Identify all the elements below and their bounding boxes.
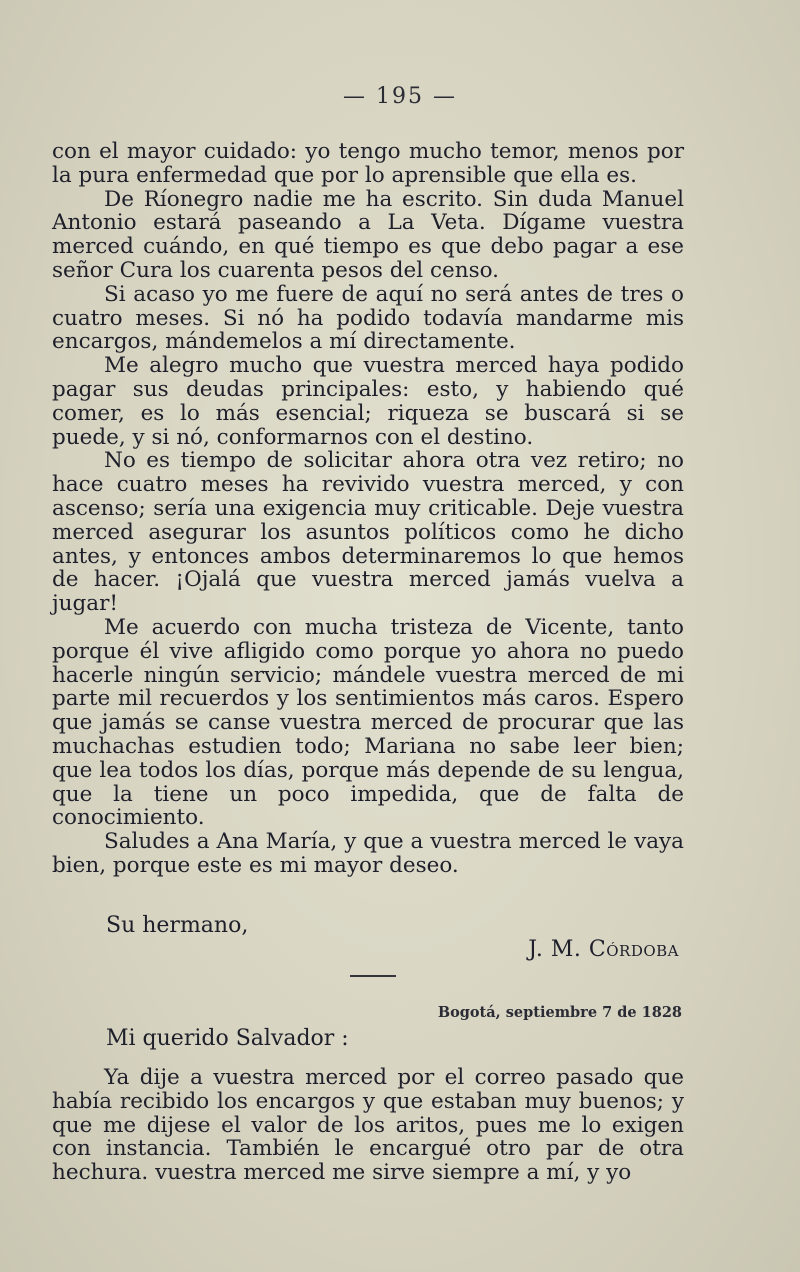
letter-body <box>52 140 684 878</box>
letter-body <box>52 1066 684 1185</box>
paragraph: Si acaso yo me fuere de aquí no será antes de tres o cuatro meses. Si nó ha podido todavía mandarme mis encargos, mándemelos a mí directamente. <box>52 281 684 355</box>
salutation: Mi querido Salvador : <box>106 1026 349 1051</box>
paragraph: Me acuerdo con mucha tristeza de Vicente, tanto porque él vive afligido como porque yo ahora no puedo hacerle ningún servicio; mándele vuestra merced de mi parte mil recuerdos y los sentimientos más caros. Espero que jamás se canse vuestra merced de procurar que las muchachas estudien todo; Mariana no sabe leer bien; que lea todos los días, porque más depende de su lengua, que la tiene un poco impedida, que de falta de conocimiento. <box>52 614 684 831</box>
dateline: Bogotá, septiembre 7 de 1828 <box>437 1004 682 1021</box>
letter-closing: Su hermano, <box>106 913 249 938</box>
section-divider <box>350 975 396 977</box>
paragraph: con el mayor cuidado: yo tengo mucho temor, menos por la pura enfermedad que por lo aprensible que ella es. <box>52 139 684 188</box>
paragraph: No es tiempo de solicitar ahora otra vez retiro; no hace cuatro meses ha revivido vuestra merced, y con ascenso; sería una exigencia muy criticable. Deje vuestra merced asegurar los asuntos políticos como he dicho antes, y entonces ambos determinaremos lo que hemos de hacer. ¡Ojalá que vuestra merced jamás vuelva a jugar! <box>52 448 684 617</box>
signature: J. M. Córdoba <box>528 937 679 962</box>
paragraph: Me alegro mucho que vuestra merced haya podido pagar sus deudas principales: esto, y habiendo qué comer, es lo más esencial; riqueza se buscará si se puede, y si nó, conformarnos con el destino. <box>52 353 684 450</box>
page-number: — 195 — <box>343 84 457 109</box>
paragraph: Saludes a Ana María, y que a vuestra merced le vaya bien, porque este es mi mayor deseo. <box>52 829 684 878</box>
paragraph: Ya dije a vuestra merced por el correo pasado que había recibido los encargos y que estaban muy buenos; y que me dijese el valor de los aritos, pues me lo exigen con instancia. También le encargué otro par de otra hechura. vuestra merced me sirve siempre a mí, y yo <box>52 1065 684 1186</box>
paragraph: De Ríonegro nadie me ha escrito. Sin duda Manuel Antonio estará paseando a La Veta. Dígame vuestra merced cuándo, en qué tiempo es que debo pagar a ese señor Cura los cuarenta pesos del censo. <box>52 186 684 283</box>
